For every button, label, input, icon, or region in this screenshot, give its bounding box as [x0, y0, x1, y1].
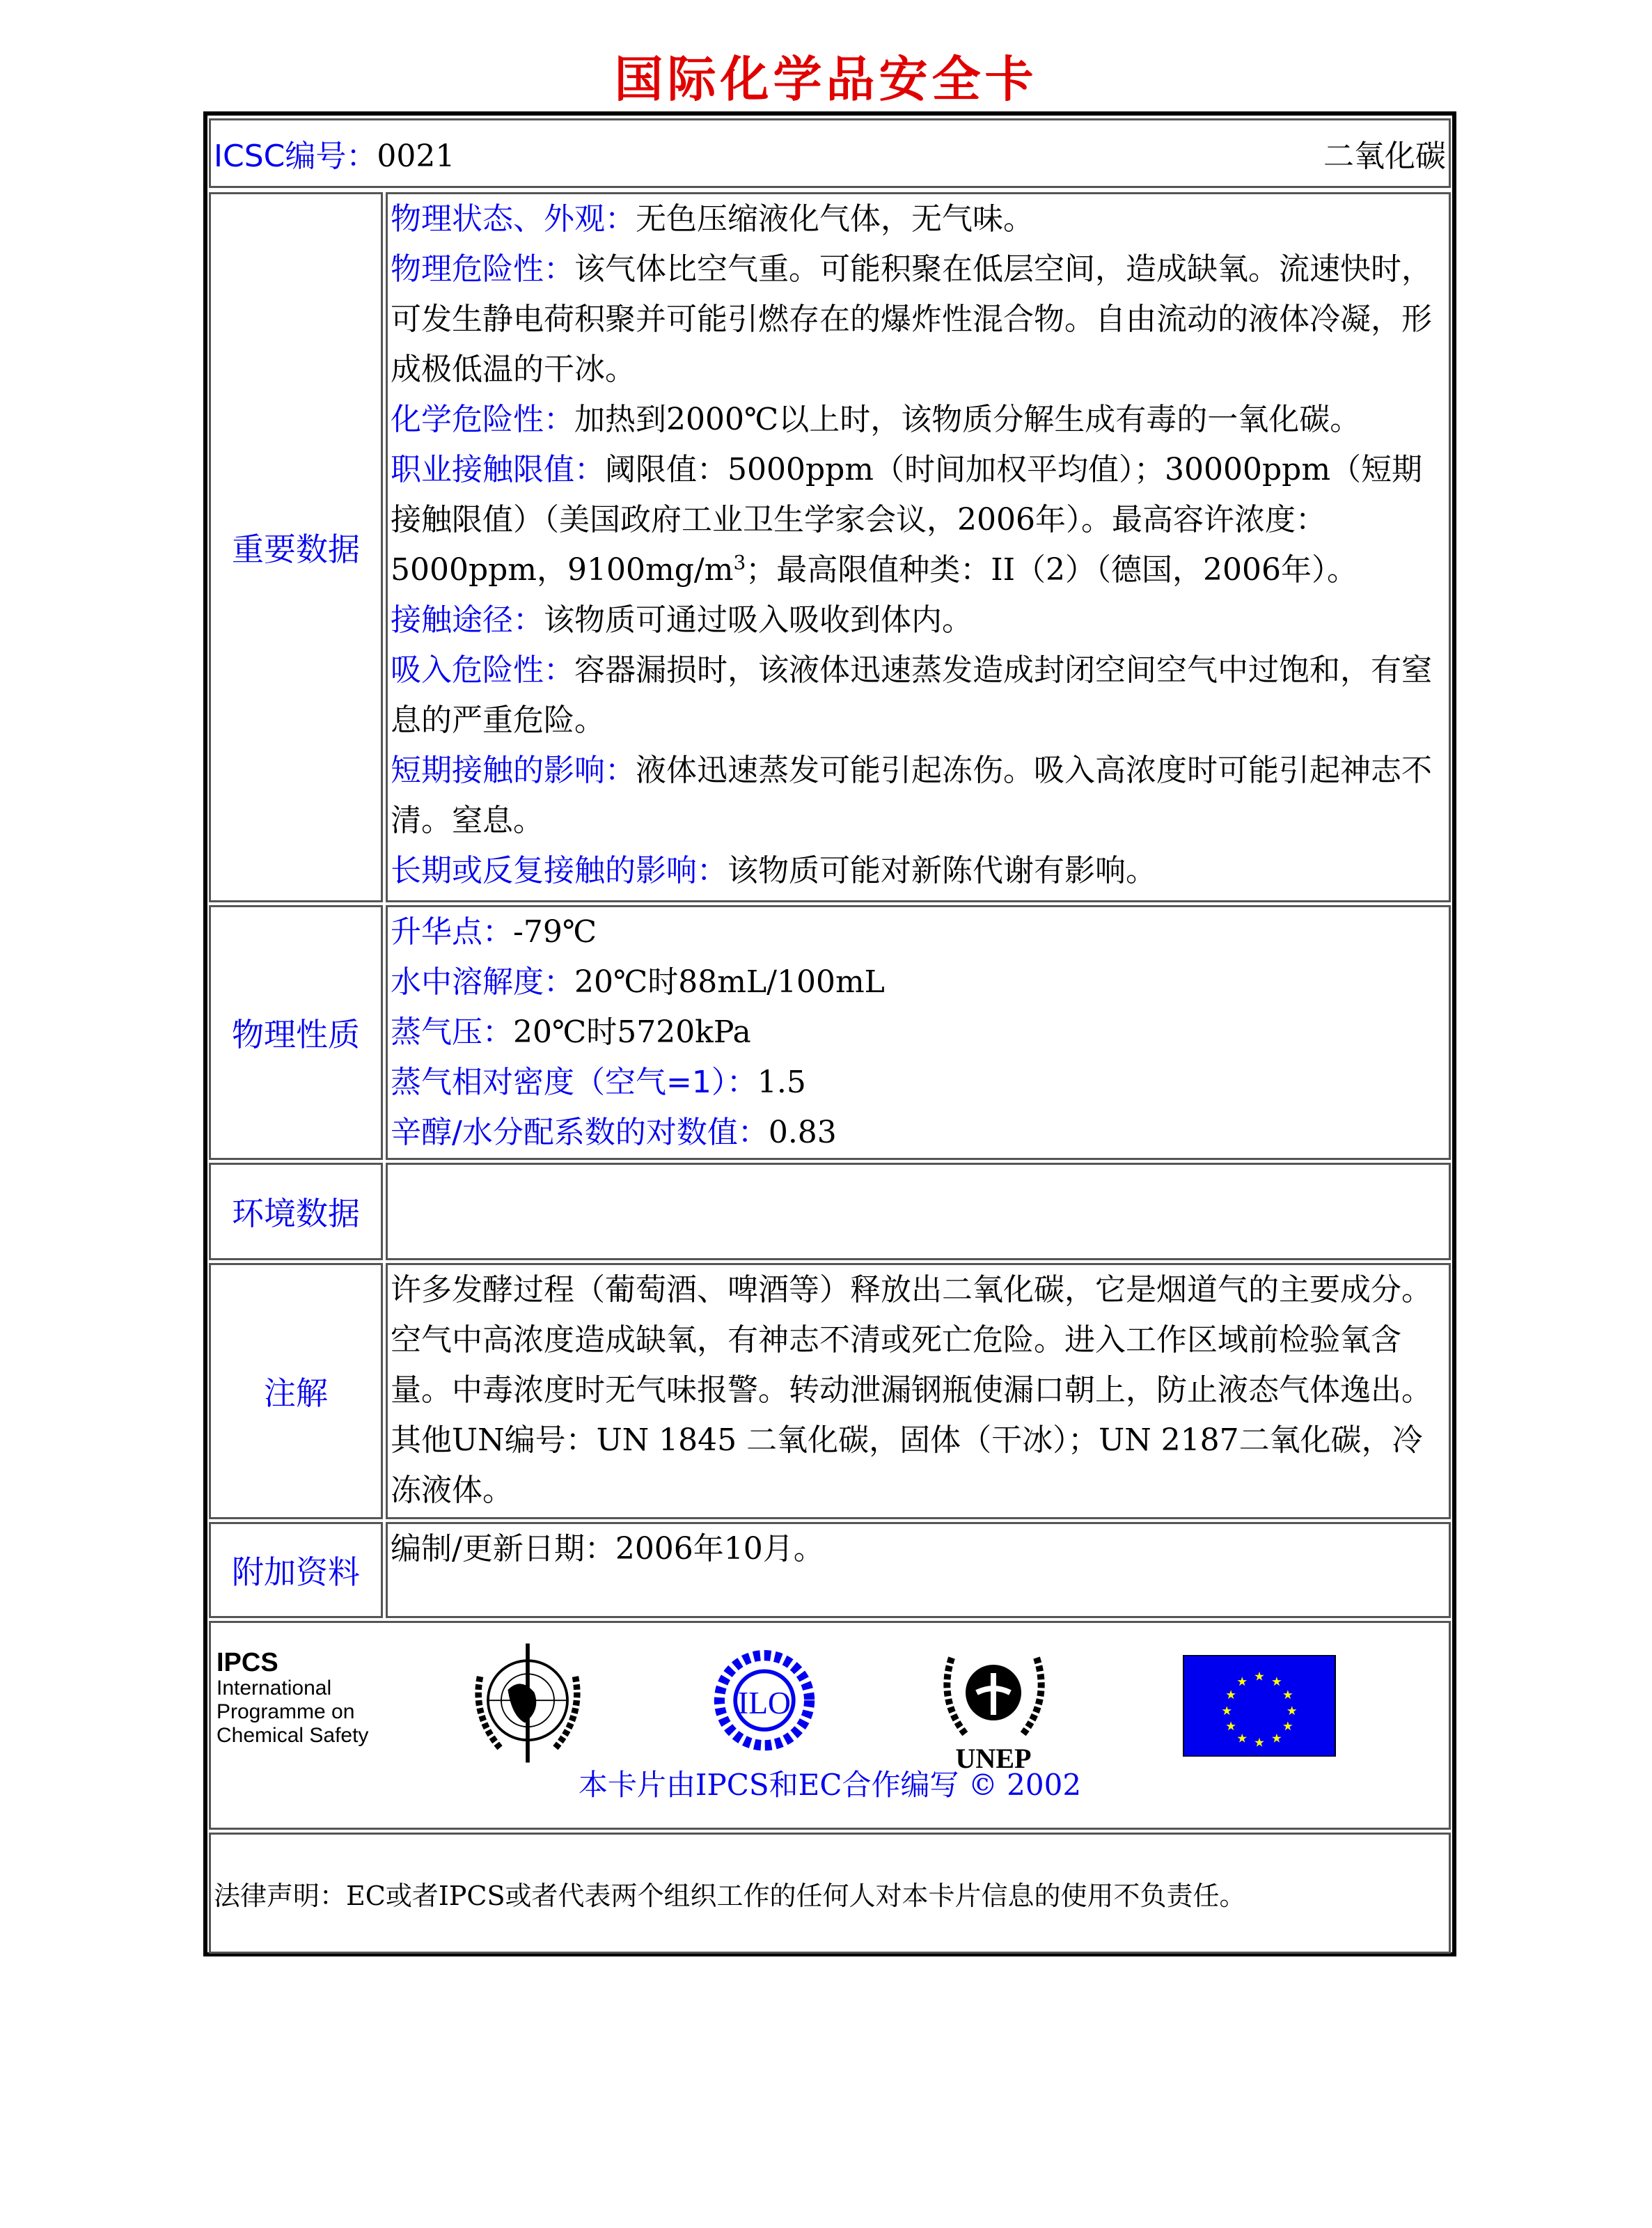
item-key: 长期或反复接触的影响：	[391, 853, 727, 888]
superscript: 3	[733, 551, 746, 574]
item-text: -79℃	[513, 914, 597, 950]
item-exposure-route	[391, 595, 1445, 645]
header-row	[209, 118, 1451, 188]
icsc-number: 0021	[377, 139, 455, 174]
svg-text:★: ★	[1236, 1732, 1248, 1746]
item-text: 加热到2000℃以上时，该物质分解生成有毒的一氧化碳。	[574, 402, 1361, 437]
ipcs-title: IPCS	[217, 1648, 278, 1677]
item-chemical-hazard	[391, 395, 1445, 445]
svg-text:★: ★	[1286, 1704, 1298, 1719]
icsc-id	[214, 131, 455, 175]
label-notes: 注解	[209, 1263, 383, 1519]
page-title: 国际化学品安全卡	[614, 51, 1038, 108]
legal-row	[209, 1833, 1451, 1954]
physical-content	[386, 905, 1451, 1160]
item-key: 蒸气压：	[391, 1014, 513, 1050]
svg-text:★: ★	[1225, 1688, 1236, 1702]
credit-text: 本卡片由IPCS和EC合作编写 © 2002	[578, 1768, 1082, 1802]
item-inhalation-risk	[391, 645, 1445, 746]
ipcs-line: Chemical Safety	[217, 1724, 369, 1747]
svg-text:★: ★	[1221, 1704, 1233, 1719]
svg-text:★: ★	[1282, 1720, 1293, 1734]
label-environment: 环境数据	[209, 1163, 383, 1260]
item-key: 接触途径：	[391, 602, 544, 638]
item-text: 20℃时5720kPa	[513, 1014, 751, 1050]
eu-flag-icon	[1183, 1655, 1336, 1757]
item-key: 物理危险性：	[391, 251, 574, 287]
label-physical: 物理性质	[209, 905, 383, 1160]
prop-log-pow	[391, 1108, 1445, 1158]
item-key: 蒸气相对密度（空气=1）：	[391, 1065, 757, 1100]
environment-content	[386, 1163, 1451, 1260]
item-exposure-limits	[391, 445, 1445, 595]
ipcs-logo-text	[217, 1648, 369, 1748]
icsc-label: ICSC编号：	[214, 139, 377, 174]
ilo-logo-icon	[698, 1637, 831, 1769]
icsc-card	[203, 111, 1456, 1956]
ilo-text: ILO	[738, 1685, 791, 1721]
item-text: 无色压缩液化气体，无气味。	[636, 201, 1034, 237]
additional-content: 编制/更新日期：2006年10月。	[386, 1522, 1451, 1618]
item-text: 液体迅速蒸发可能引起冻伤。吸入高浓度时可能引起神志不清。窒息。	[391, 753, 1432, 838]
svg-text:★: ★	[1282, 1688, 1293, 1702]
ipcs-line: Programme on	[217, 1700, 355, 1723]
item-long-term	[391, 846, 1445, 896]
svg-text:★: ★	[1225, 1720, 1236, 1734]
prop-sublimation	[391, 907, 1445, 957]
item-text: 0.83	[768, 1115, 837, 1150]
who-logo-icon	[462, 1637, 594, 1769]
unep-logo-icon	[935, 1637, 1053, 1776]
legal-key: 法律声明：	[214, 1880, 347, 1911]
item-key: 升华点：	[391, 914, 513, 950]
item-text: 容器漏损时，该液体迅速蒸发造成封闭空间空气中过饱和，有窒息的严重危险。	[391, 652, 1432, 738]
unep-text: UNEP	[955, 1743, 1032, 1774]
item-key: 化学危险性：	[391, 402, 574, 437]
label-additional: 附加资料	[209, 1522, 383, 1618]
item-text: 该物质可能对新陈代谢有影响。	[727, 853, 1156, 888]
svg-text:★: ★	[1271, 1674, 1282, 1689]
item-text: 20℃时88mL/100mL	[574, 964, 885, 1000]
item-appearance	[391, 194, 1445, 244]
notes-content: 许多发酵过程（葡萄酒、啤酒等）释放出二氧化碳，它是烟道气的主要成分。空气中高浓度造成缺氧，有神志不清或死亡危险。进入工作区域前检验氧含量。中毒浓度时无气味报警。转动泄漏钢瓶使漏口朝上，防止液态气体逸出。其他UN编号：UN 1845 二氧化碳，固体（干冰）；UN 2187二氧化碳，冷冻液体。	[386, 1263, 1451, 1519]
item-physical-hazard	[391, 244, 1445, 395]
prop-solubility	[391, 957, 1445, 1007]
logos-row	[209, 1621, 1451, 1830]
svg-text:★: ★	[1236, 1674, 1248, 1689]
label-important: 重要数据	[209, 192, 383, 902]
item-key: 吸入危险性：	[391, 652, 574, 688]
prop-vapour-density	[391, 1058, 1445, 1108]
item-key: 职业接触限值：	[391, 452, 605, 487]
item-key: 短期接触的影响：	[391, 753, 636, 788]
svg-text:★: ★	[1254, 1736, 1265, 1750]
item-key: 物理状态、外观：	[391, 201, 636, 237]
legal-text: EC或者IPCS或者代表两个组织工作的任何人对本卡片信息的使用不负责任。	[346, 1880, 1246, 1911]
svg-text:★: ★	[1271, 1732, 1282, 1746]
item-text: ；最高限值种类：II（2）（德国，2006年）。	[746, 552, 1358, 588]
prop-vapour-pressure	[391, 1007, 1445, 1058]
item-short-term	[391, 746, 1445, 846]
ipcs-line: International	[217, 1677, 332, 1700]
item-text: 阈限值：5000ppm（时间加权平均值）；30000ppm（短期接触限值）（美国政府工业卫生学家会议，2006年）。最高容许浓度：5000ppm，9100mg/m	[391, 452, 1423, 588]
item-text: 1.5	[757, 1065, 806, 1100]
svg-text:★: ★	[1254, 1670, 1265, 1684]
item-text: 该物质可通过吸入吸收到体内。	[544, 602, 973, 638]
item-text: 该气体比空气重。可能积聚在低层空间，造成缺氧。流速快时，可发生静电荷积聚并可能引燃存在的爆炸性混合物。自由流动的液体冷凝，形成极低温的干冰。	[391, 251, 1432, 387]
item-key: 水中溶解度：	[391, 964, 574, 1000]
important-content	[386, 192, 1451, 902]
substance-name: 二氧化碳	[1323, 139, 1446, 174]
item-key: 辛醇/水分配系数的对数值：	[391, 1115, 769, 1150]
